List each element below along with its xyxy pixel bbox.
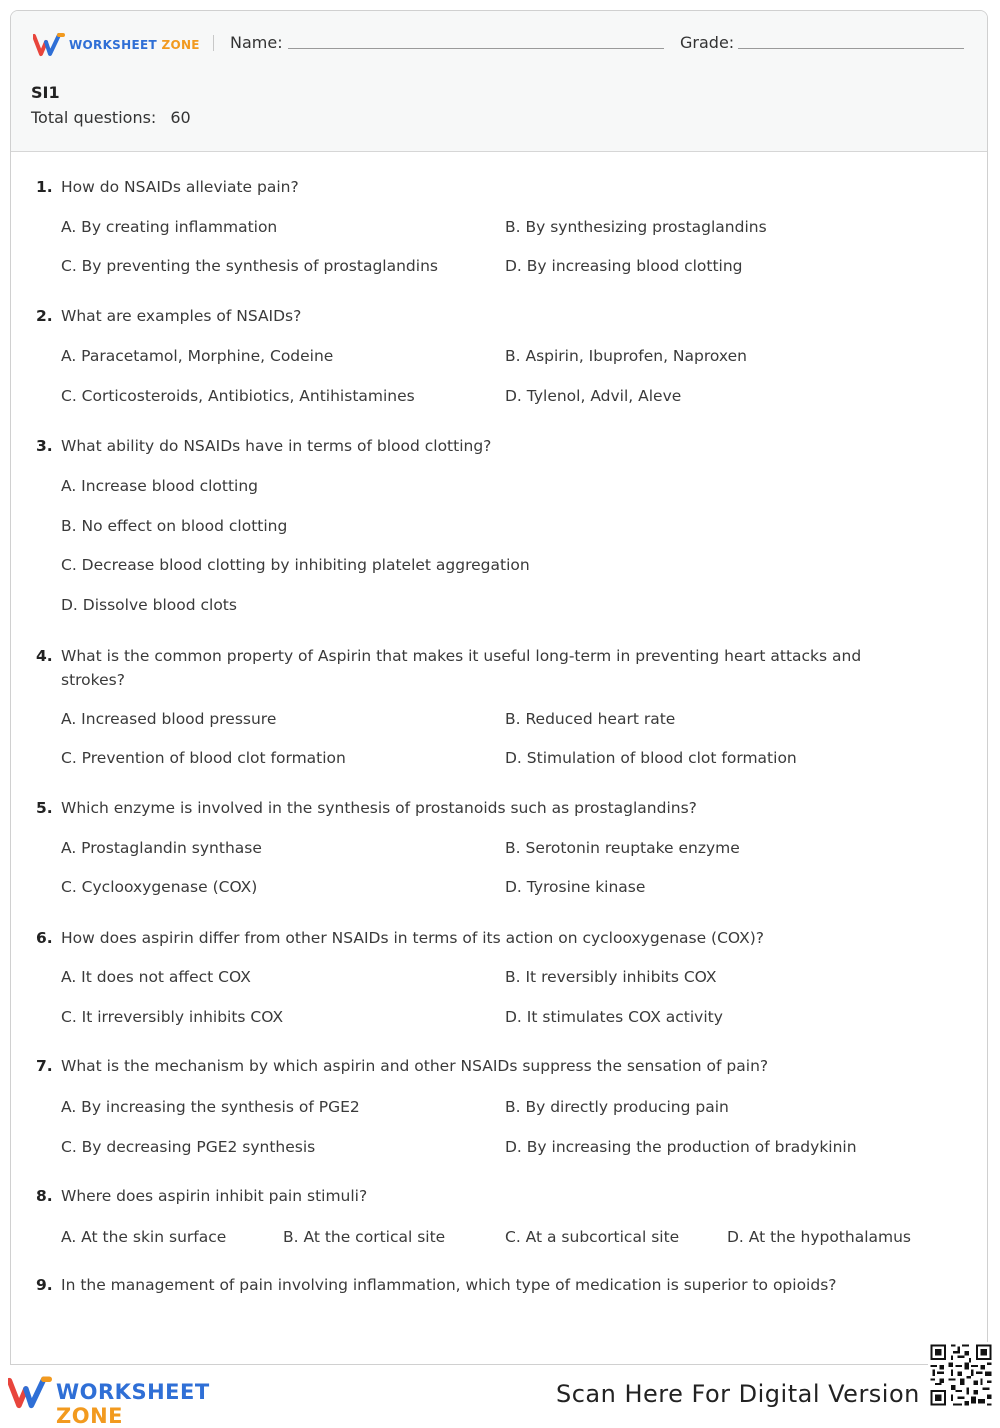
answer-option[interactable]: B. At the cortical site [283,1228,446,1246]
footer-logo-text [56,1380,268,1428]
answer-option[interactable]: B. It reversibly inhibits COX [505,968,717,986]
question-text: How do NSAIDs alleviate pain? [61,178,299,196]
answer-option[interactable]: A. Increase blood clotting [61,477,259,495]
question-text: Where does aspirin inhibit pain stimuli? [61,1187,368,1205]
answer-option[interactable]: C. Decrease blood clotting by inhibiting platelet aggregation [61,556,530,574]
answer-option[interactable]: C. By preventing the synthesis of prostaglandins [61,257,438,275]
answer-option[interactable]: B. No effect on blood clotting [61,517,288,535]
scan-text: Scan Here For Digital Version [556,1380,920,1408]
answer-option[interactable]: D. It stimulates COX activity [505,1008,723,1026]
answer-option[interactable]: C. Corticosteroids, Antibiotics, Antihistamines [61,387,415,405]
logo-text-zone: ZONE [161,38,200,52]
answer-option[interactable]: D. By increasing the production of bradykinin [505,1138,857,1156]
logo-text-worksheet: WORKSHEET [69,38,157,52]
logo-text [69,38,200,52]
answer-option[interactable]: D. Tyrosine kinase [505,878,646,896]
qr-code-icon[interactable] [928,1342,994,1408]
question-number: 3. [36,437,53,455]
question-number: 1. [36,178,53,196]
question-number: 5. [36,799,53,817]
answer-option[interactable]: A. By creating inflammation [61,218,278,236]
question-text: What is the common property of Aspirin that makes it useful long-term in preventing heart attacks and strokes? [61,647,862,689]
total-questions [31,108,191,127]
answer-option[interactable]: D. Stimulation of blood clot formation [505,749,797,767]
grade-field-line[interactable] [738,48,964,49]
answer-option[interactable]: C. By decreasing PGE2 synthesis [61,1138,316,1156]
question-number: 8. [36,1187,53,1205]
total-questions-label: Total questions: [31,108,157,127]
answer-option[interactable]: B. Aspirin, Ibuprofen, Naproxen [505,347,747,365]
question-text: What is the mechanism by which aspirin and other NSAIDs suppress the sensation of pain? [61,1057,769,1075]
answer-option[interactable]: A. Prostaglandin synthase [61,839,262,857]
answer-option[interactable]: C. Prevention of blood clot formation [61,749,346,767]
answer-option[interactable]: A. At the skin surface [61,1228,227,1246]
question-number: 6. [36,929,53,947]
header-separator [213,35,214,51]
answer-option[interactable]: D. By increasing blood clotting [505,257,743,275]
answer-option[interactable]: B. Serotonin reuptake enzyme [505,839,740,857]
question-number: 9. [36,1276,53,1294]
worksheet-header [11,11,987,152]
footer-logo-text-zone: ZONE [56,1404,123,1428]
footer-logo[interactable] [8,1374,268,1428]
answer-option[interactable]: C. Cyclooxygenase (COX) [61,878,258,896]
question-number: 2. [36,307,53,325]
answer-option[interactable]: A. Increased blood pressure [61,710,277,728]
question-text: How does aspirin differ from other NSAIDs in terms of its action on cyclooxygenase (COX)? [61,929,765,947]
logo-icon [33,33,65,57]
answer-option[interactable]: D. At the hypothalamus [727,1228,912,1246]
answer-option[interactable]: D. Tylenol, Advil, Aleve [505,387,682,405]
question-text: What are examples of NSAIDs? [61,307,302,325]
answer-option[interactable]: A. It does not affect COX [61,968,251,986]
question-text: In the management of pain involving inflammation, which type of medication is superior to opioids? [61,1276,837,1294]
worksheet-title: SI1 [31,83,60,102]
question-number: 7. [36,1057,53,1075]
grade-label: Grade: [680,33,735,52]
total-questions-value: 60 [170,108,191,127]
header-logo[interactable] [33,33,213,57]
answer-option[interactable]: B. Reduced heart rate [505,710,676,728]
footer-logo-icon [8,1376,52,1410]
question-text: What ability do NSAIDs have in terms of blood clotting? [61,437,492,455]
name-field-line[interactable] [288,48,664,49]
answer-option[interactable]: A. By increasing the synthesis of PGE2 [61,1098,360,1116]
question-text: Which enzyme is involved in the synthesis of prostanoids such as prostaglandins? [61,799,697,817]
footer-logo-text-worksheet: WORKSHEET [56,1380,210,1404]
answer-option[interactable]: D. Dissolve blood clots [61,596,237,614]
answer-option[interactable]: B. By directly producing pain [505,1098,729,1116]
answer-option[interactable]: A. Paracetamol, Morphine, Codeine [61,347,334,365]
answer-option[interactable]: C. It irreversibly inhibits COX [61,1008,284,1026]
name-label: Name: [230,33,283,52]
answer-option[interactable]: B. By synthesizing prostaglandins [505,218,767,236]
answer-option[interactable]: C. At a subcortical site [505,1228,680,1246]
question-number: 4. [36,647,53,665]
